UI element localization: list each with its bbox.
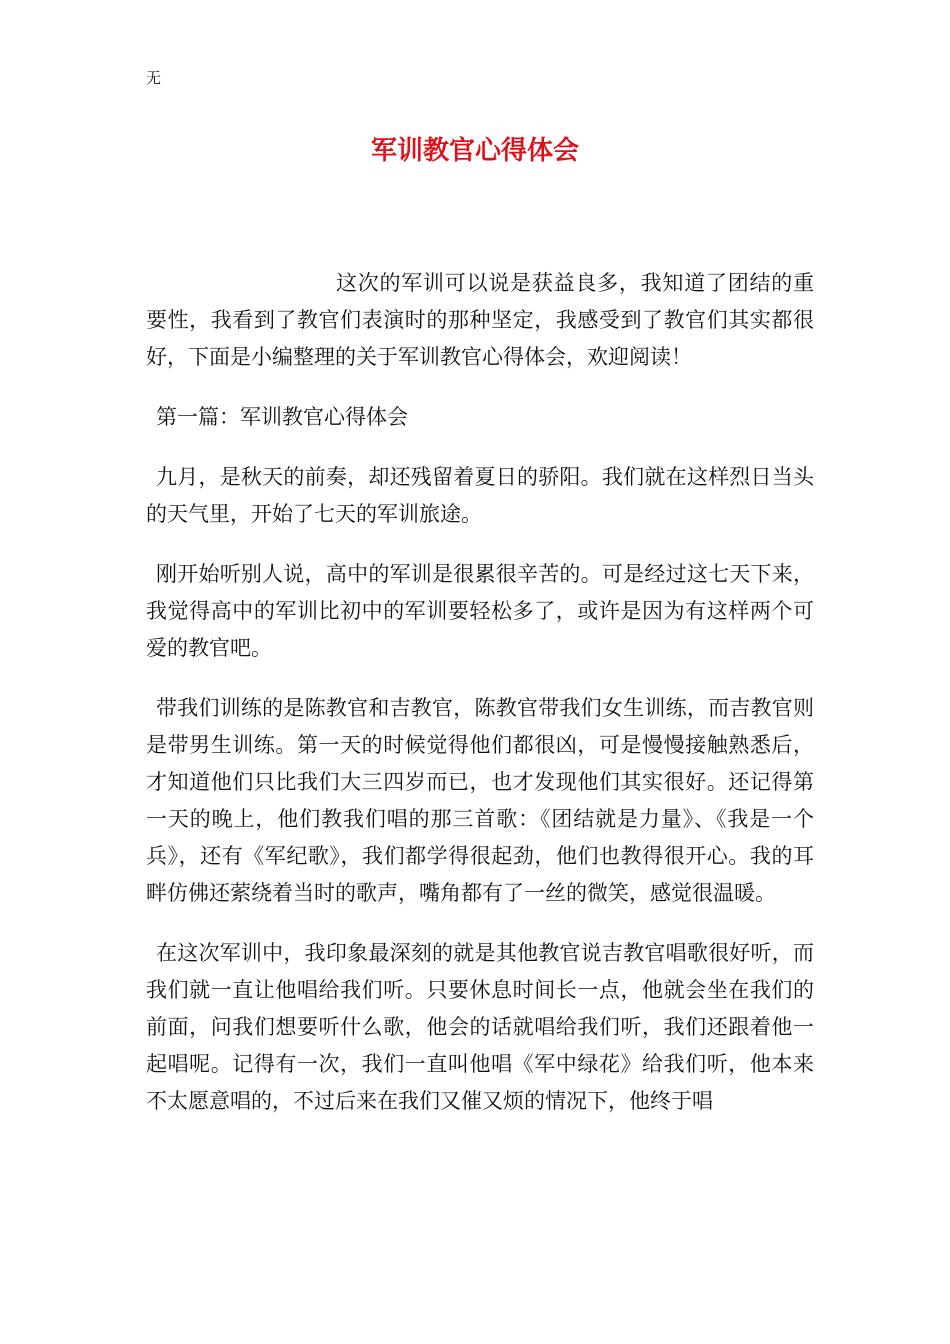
body-paragraph: 带我们训练的是陈教官和吉教官，陈教官带我们女生训练，而吉教官则是带男生训练。第一天的时候觉得他们都很凶，可是慢慢接触熟悉后，才知道他们只比我们大三四岁而已，也才发现他们其实很好。还记得第一天的晚上，他们教我们唱的那三首歌：《团结就是力量》、《我是一个兵》，还有《军纪歌》，我们都学得很起劲，他们也教得很开心。我的耳畔仿佛还萦绕着当时的歌声，嘴角都有了一丝的微笑，感觉很温暖。 (146, 696, 814, 905)
body-paragraph: 在这次军训中，我印象最深刻的就是其他教官说吉教官唱歌很好听，而我们就一直让他唱给我们听。只要休息时间长一点，他就会坐在我们的前面，问我们想要听什么歌，他会的话就唱给我们听，我们还跟着他一起唱呢。记得有一次，我们一直叫他唱《军中绿花》给我们听，他本来不太愿意唱的，不过后来在我们又催又烦的情况下，他终于唱 (146, 941, 814, 1113)
intro-paragraph: 这次的军训可以说是获益良多，我知道了团结的重要性，我看到了教官们表演时的那种坚定，我感受到了教官们其实都很好，下面是小编整理的关于军训教官心得体会，欢迎阅读！ (146, 271, 814, 369)
document-body (146, 265, 814, 1120)
page-header-text: 无 (146, 69, 162, 87)
document-title: 军训教官心得体会 (370, 136, 579, 166)
section-heading: 第一篇：军训教官心得体会 (156, 405, 408, 429)
body-paragraph: 九月，是秋天的前奏，却还残留着夏日的骄阳。我们就在这样烈日当头的天气里，开始了七天的军训旅途。 (146, 465, 814, 526)
body-paragraph: 刚开始听别人说，高中的军训是很累很辛苦的。可是经过这七天下来，我觉得高中的军训比初中的军训要轻松多了，或许是因为有这样两个可爱的教官吧。 (146, 562, 814, 660)
